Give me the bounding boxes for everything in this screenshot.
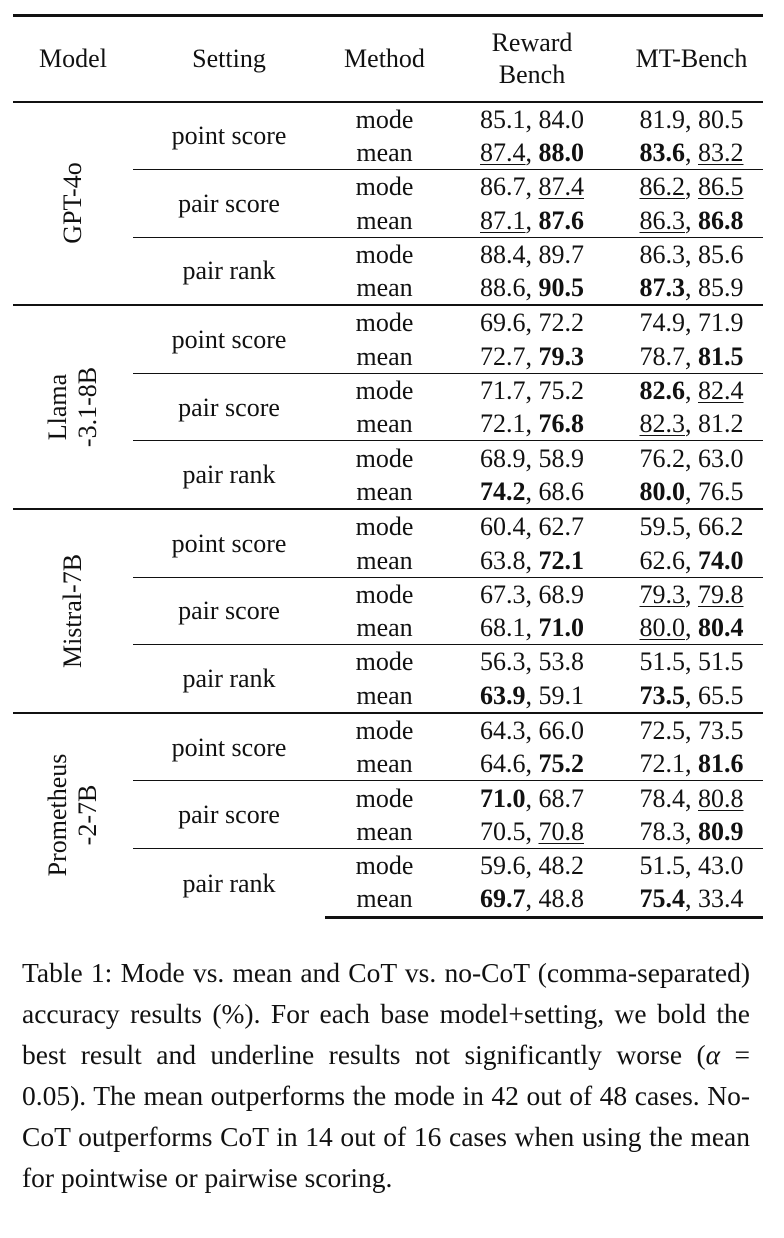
no-cot-value: 90.5 [538,273,584,303]
cot-value: 88.6 [480,273,526,303]
cot-value: 56.3 [480,647,526,677]
no-cot-value: 72.1 [538,545,584,575]
cot-value: 78.3 [639,816,685,846]
model-name-line: Mistral-7B [58,553,87,669]
method-cell: mode [325,713,444,747]
method-cell: mean [356,816,413,846]
cot-value: 82.3 [639,409,685,439]
no-cot-value: 63.0 [698,443,744,473]
setting-cell: pair rank [133,441,325,509]
table-body [13,102,763,918]
method-cell: mean [356,137,413,167]
model-name [58,163,88,244]
no-cot-value: 87.6 [538,205,584,235]
mt-bench-cell: 62.6, 74.0 [639,545,744,575]
no-cot-value: 87.4 [538,172,584,202]
no-cot-value: 72.2 [538,308,584,338]
method-cell: mean [356,409,413,439]
model-name [43,754,103,877]
reward-bench-cell: 63.9, 59.1 [480,680,584,710]
results-table [13,14,763,919]
cot-value: 62.6 [639,545,685,575]
setting-cell: pair score [133,170,325,238]
reward-bench-cell: 87.4, 88.0 [480,137,584,167]
cot-value: 72.7 [480,341,526,371]
cot-value: 74.9 [639,308,685,338]
no-cot-value: 76.8 [538,409,584,439]
mt-bench-cell: 78.4, 80.8 [620,781,763,815]
cot-value: 64.6 [480,749,526,779]
mt-bench-cell: 76.2, 63.0 [620,441,763,475]
method-cell: mode [325,645,444,679]
no-cot-value: 89.7 [538,239,584,269]
model-cell [13,509,133,713]
setting-cell: point score [133,713,325,781]
cot-value: 85.1 [480,104,526,134]
reward-bench-cell: 56.3, 53.8 [444,645,620,679]
setting-cell: point score [133,509,325,577]
no-cot-value: 83.2 [698,137,744,167]
reward-bench-cell: 88.4, 89.7 [444,237,620,271]
cot-value: 86.3 [639,205,685,235]
no-cot-value: 66.0 [538,715,584,745]
model-name-line: Prometheus [43,754,72,877]
cot-value: 81.9 [639,104,685,134]
method-cell: mean [356,341,413,371]
model-name-line: -3.1-8B [73,367,102,448]
cot-value: 80.0 [639,613,685,643]
mt-bench-cell: 78.7, 81.5 [639,341,744,371]
mt-bench-cell: 78.3, 80.9 [639,816,744,846]
reward-bench-cell: 69.7, 48.8 [444,882,620,917]
header-model: Model [13,16,133,102]
setting-cell: pair score [133,781,325,849]
reward-bench-cell: 86.7, 87.4 [444,170,620,204]
mt-bench-cell: 86.3, 86.8 [639,205,744,235]
setting-cell: pair rank [133,237,325,305]
reward-bench-cell: 72.7, 79.3 [480,341,584,371]
cot-value: 71.7 [480,376,526,406]
no-cot-value: 75.2 [538,376,584,406]
mt-bench-cell: 73.5, 65.5 [639,680,744,710]
method-cell: mean [356,749,413,779]
header-row [13,16,763,102]
no-cot-value: 62.7 [538,512,584,542]
no-cot-value: 81.6 [698,749,744,779]
method-cell: mode [325,305,444,339]
no-cot-value: 85.9 [698,273,744,303]
method-cell: mode [325,441,444,475]
mt-bench-cell: 80.0, 80.4 [639,613,744,643]
header-reward-bench-line-1: Reward [491,27,573,57]
cot-value: 59.6 [480,851,526,881]
model-name [43,367,103,447]
mt-bench-cell: 87.3, 85.9 [639,273,744,303]
cot-value: 72.1 [639,749,685,779]
cot-value: 72.1 [480,409,526,439]
no-cot-value: 82.4 [698,376,744,406]
mt-bench-cell: 79.3, 79.8 [620,577,763,611]
reward-bench-cell: 60.4, 62.7 [444,509,620,543]
reward-bench-cell: 74.2, 68.6 [480,476,584,506]
no-cot-value: 58.9 [538,443,584,473]
model-name-line: GPT-4o [58,162,87,245]
cot-value: 87.4 [480,137,526,167]
no-cot-value: 43.0 [698,851,744,881]
cot-value: 79.3 [639,579,685,609]
no-cot-value: 80.4 [698,613,744,643]
mt-bench-cell: 86.2, 86.5 [620,170,763,204]
reward-bench-cell: 63.8, 72.1 [480,545,584,575]
cot-value: 78.4 [639,783,685,813]
no-cot-value: 79.3 [538,341,584,371]
no-cot-value: 86.8 [698,205,744,235]
cot-value: 68.1 [480,613,526,643]
cot-value: 80.0 [639,476,685,506]
mt-bench-cell: 82.3, 81.2 [639,409,744,439]
cot-value: 69.7 [480,884,526,914]
method-cell: mean [356,613,413,643]
no-cot-value: 74.0 [698,545,744,575]
mt-bench-cell: 82.6, 82.4 [620,373,763,407]
no-cot-value: 84.0 [538,104,584,134]
model-name-line: -2-7B [73,785,102,846]
no-cot-value: 80.5 [698,104,744,134]
no-cot-value: 68.6 [538,476,584,506]
reward-bench-cell: 72.1, 76.8 [480,409,584,439]
method-cell: mode [325,237,444,271]
method-cell: mode [355,104,414,134]
method-cell: mode [325,170,444,204]
method-cell: mean [356,205,413,235]
mt-bench-cell: 72.1, 81.6 [639,749,744,779]
mt-bench-cell: 75.4, 33.4 [620,882,763,917]
reward-bench-cell: 71.0, 68.7 [444,781,620,815]
reward-bench-cell: 71.7, 75.2 [444,373,620,407]
caption-alpha: α [705,1039,721,1070]
no-cot-value: 76.5 [698,476,744,506]
mt-bench-cell: 86.3, 85.6 [620,237,763,271]
cot-value: 75.4 [639,884,685,914]
model-cell [13,102,133,306]
setting-cell: pair rank [133,849,325,918]
cot-value: 78.7 [639,341,685,371]
cot-value: 71.0 [480,783,526,813]
method-cell: mode [325,849,444,883]
no-cot-value: 59.1 [538,680,584,710]
no-cot-value: 75.2 [538,749,584,779]
method-cell: mean [356,680,413,710]
no-cot-value: 80.9 [698,816,744,846]
no-cot-value: 65.5 [698,680,744,710]
no-cot-value: 88.0 [538,137,584,167]
table-row [13,509,763,543]
no-cot-value: 51.5 [698,647,744,677]
cot-value: 51.5 [639,851,685,881]
results-table-wrapper [13,14,763,919]
reward-bench-cell: 88.6, 90.5 [480,273,584,303]
cot-value: 83.6 [639,137,685,167]
caption-text-2: = 0.05). The mean outperforms the mode in 42 out of 48 cases. No-CoT outperforms CoT in 14 out of 16 cases when using the mean for pointwise or pairwise scoring. [22,1039,750,1193]
no-cot-value: 33.4 [698,884,744,914]
no-cot-value: 68.7 [538,783,584,813]
method-cell: mean [356,545,413,575]
no-cot-value: 85.6 [698,239,744,269]
cot-value: 76.2 [639,443,685,473]
method-cell: mean [325,882,444,917]
no-cot-value: 48.8 [538,884,584,914]
setting-cell: pair rank [133,645,325,713]
mt-bench-cell: 51.5, 51.5 [620,645,763,679]
mt-bench-cell: 72.5, 73.5 [620,713,763,747]
cot-value: 87.1 [480,205,526,235]
no-cot-value: 70.8 [538,816,584,846]
setting-cell: pair score [133,373,325,441]
setting-cell: point score [171,121,287,151]
mt-bench-cell: 51.5, 43.0 [620,849,763,883]
cot-value: 63.9 [480,680,526,710]
method-cell: mean [356,476,413,506]
setting-cell: pair score [133,577,325,645]
no-cot-value: 68.9 [538,579,584,609]
setting-cell: point score [133,305,325,373]
mt-bench-cell: 81.9, 80.5 [639,104,744,134]
method-cell: mode [325,577,444,611]
reward-bench-cell: 59.6, 48.2 [444,849,620,883]
header-setting: Setting [133,16,325,102]
no-cot-value: 71.9 [698,308,744,338]
cot-value: 86.2 [639,172,685,202]
cot-value: 51.5 [639,647,685,677]
cot-value: 74.2 [480,476,526,506]
method-cell: mode [325,781,444,815]
caption-text-1: Mode vs. mean and CoT vs. no-CoT (comma-separated) accuracy results (%). For each base model+setting, we bold the best result and underline results not significantly worse ( [22,957,750,1070]
no-cot-value: 81.5 [698,341,744,371]
mt-bench-cell: 83.6, 83.2 [639,137,744,167]
table-row [13,713,763,747]
model-name [58,554,88,668]
no-cot-value: 79.8 [698,579,744,609]
reward-bench-cell: 87.1, 87.6 [480,205,584,235]
no-cot-value: 48.2 [538,851,584,881]
cot-value: 68.9 [480,443,526,473]
table-row [13,305,763,339]
table-row [13,102,763,136]
cot-value: 60.4 [480,512,526,542]
cot-value: 59.5 [639,512,685,542]
method-cell: mode [325,373,444,407]
no-cot-value: 81.2 [698,409,744,439]
caption-label: Table 1: [22,957,113,988]
no-cot-value: 71.0 [538,613,584,643]
cot-value: 73.5 [639,680,685,710]
mt-bench-cell: 80.0, 76.5 [639,476,744,506]
table-caption [22,952,750,1198]
cot-value: 86.3 [639,239,685,269]
mt-bench-cell: 74.9, 71.9 [620,305,763,339]
cot-value: 86.7 [480,172,526,202]
cot-value: 87.3 [639,273,685,303]
method-cell: mean [356,273,413,303]
method-cell: mode [325,509,444,543]
header-mt-bench: MT-Bench [620,16,763,102]
cot-value: 72.5 [639,715,685,745]
cot-value: 70.5 [480,816,526,846]
cot-value: 88.4 [480,239,526,269]
reward-bench-cell: 68.1, 71.0 [480,613,584,643]
cot-value: 69.6 [480,308,526,338]
no-cot-value: 66.2 [698,512,744,542]
no-cot-value: 86.5 [698,172,744,202]
model-cell [13,713,133,917]
table-header [13,16,763,102]
model-name-line: Llama [43,373,72,441]
no-cot-value: 80.8 [698,783,744,813]
reward-bench-cell: 67.3, 68.9 [444,577,620,611]
reward-bench-cell: 70.5, 70.8 [480,816,584,846]
cot-value: 82.6 [639,376,685,406]
cot-value: 64.3 [480,715,526,745]
reward-bench-cell: 64.3, 66.0 [444,713,620,747]
header-reward-bench-line-2: Bench [498,59,566,89]
reward-bench-cell: 85.1, 84.0 [480,104,584,134]
header-method: Method [325,16,444,102]
no-cot-value: 53.8 [538,647,584,677]
reward-bench-cell: 64.6, 75.2 [480,749,584,779]
cot-value: 67.3 [480,579,526,609]
reward-bench-cell: 69.6, 72.2 [444,305,620,339]
cot-value: 63.8 [480,545,526,575]
header-reward-bench [444,16,620,102]
mt-bench-cell: 59.5, 66.2 [620,509,763,543]
no-cot-value: 73.5 [698,715,744,745]
reward-bench-cell: 68.9, 58.9 [444,441,620,475]
model-cell [13,305,133,509]
